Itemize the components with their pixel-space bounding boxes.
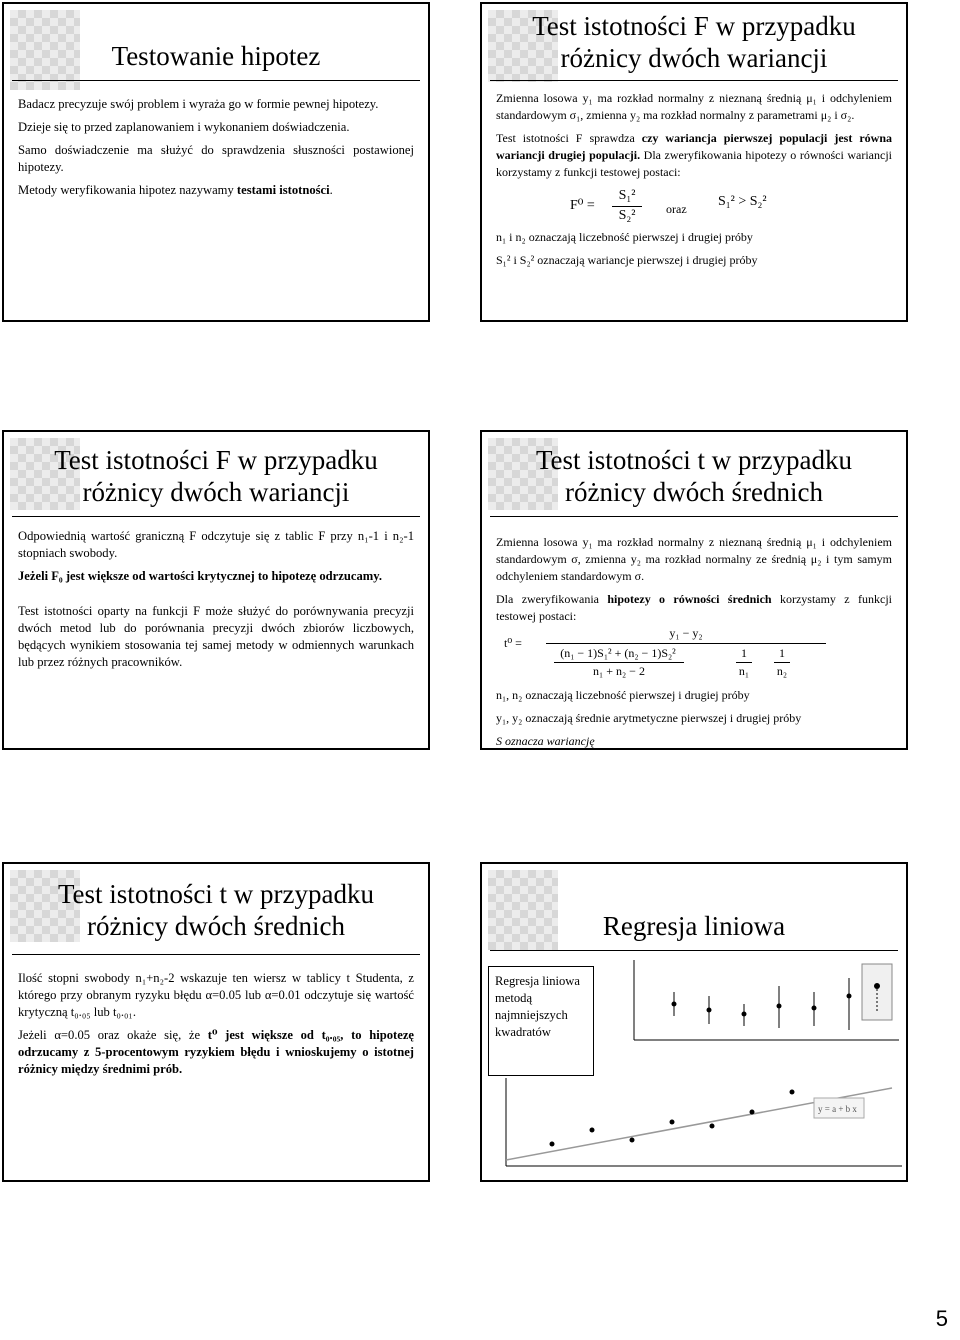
paragraph: Dzieje się to przed zaplanowaniem i wykonaniem doświadczenia. (18, 120, 350, 134)
title-line: Test istotności t w przypadku (535, 445, 853, 475)
text-span: korzystamy z funkcji testowej postaci: (496, 592, 892, 623)
paragraph: n₁, n₂ oznaczają liczebność pierwszej i drugiej próby (496, 688, 750, 702)
highlighted-point (874, 983, 880, 989)
slide-title (4, 444, 428, 508)
slide-title: Testowanie hipotez (111, 41, 321, 71)
bold-term: czy wariancja pierwszej populacji jest równa wariancji drugiej populacji. (496, 131, 892, 162)
paragraph (496, 591, 892, 625)
formula-part: 1 (779, 646, 785, 660)
bold-term: t⁰ jest większe od t₀.₀₅, to hipotezę odrzucamy z 5-procentowym ryzykiem błędu i wnioskujemy o istotnej różnicy między średnimi prób. (18, 1028, 414, 1076)
text-span: Jeżeli α=0.05 oraz okaże się, że (18, 1028, 208, 1042)
title-divider (12, 954, 420, 955)
slide-test-f-1 (480, 2, 908, 322)
title-divider (12, 516, 420, 517)
t-formula (496, 626, 892, 681)
paragraph: Test istotności oparty na funkcji F może służyć do porównywania precyzji dwóch metod lub do porównania precyzji dwóch zbiorów liczbowych, będących wynikiem stosowania tej samej metody w odmiennych warunkach lub przez różnych pracowników. (18, 604, 414, 669)
paragraph: Zmienna losowa y₁ ma rozkład normalny z nieznaną średnią μ₁ i odchyleniem standardowym σ₁, zmienna y₂ ma rozkład normalny z parametrami μ₂ i σ₂. (496, 91, 892, 122)
paragraph: Odpowiednią wartość graniczną F odczytuje się z tablic F przy n₁-1 i n₂-1 stopniach swobody. (18, 529, 414, 560)
data-points (550, 1090, 795, 1147)
text-span: . (329, 183, 333, 197)
paragraph: S₁² i S₂² oznaczają wariancje pierwszej i drugiej próby (496, 253, 758, 267)
paragraph: Zmienna losowa y₁ ma rozkład normalny z nieznaną średnią μ₁ i odchyleniem standardowym σ, zmienna y₂ ma rozkład normalny ze średnią μ₂ i tym samym odchyleniem standardowym σ. (496, 535, 892, 583)
box-text: Regresja liniowa metodą najmniejszych kwadratów (495, 974, 580, 1039)
bold-term: testami istotności (236, 183, 330, 197)
regression-figure-line (482, 1074, 906, 1178)
formula-part: 1 (741, 646, 747, 660)
text-box (488, 966, 594, 1076)
highlight-box (862, 964, 892, 1020)
title-line: Test istotności t w przypadku (57, 879, 375, 909)
fraction-bar (546, 643, 826, 644)
paragraph: Badacz precyzuje swój problem i wyraża go w formie pewnej hipotezy. (18, 97, 379, 111)
paragraph (18, 1027, 414, 1078)
paragraph: Ilość stopni swobody n₁+n₂-2 wskazuje ten wiersz w tablicy t Studenta, z którego przy obranym ryzyku błędu α=0.05 lub α=0.01 odczytuje się wartość krytyczną t₀.₀₅ lub t₀.₀₁. (18, 971, 414, 1019)
text-span: Dla zweryfikowania hipotezy o równości wariancji korzystamy z funkcji testowej postaci: (496, 148, 893, 179)
slide-body (18, 96, 414, 205)
title-divider (490, 950, 898, 951)
slide-test-t-2 (2, 862, 430, 1182)
slide-test-f-2 (2, 430, 430, 750)
slide-body (18, 970, 414, 1084)
formula-denominator: n₁ + n₂ − 2 (593, 664, 645, 678)
title-line: Test istotności F w przypadku (532, 11, 856, 41)
paragraph (496, 130, 892, 181)
slide-title (482, 10, 906, 74)
paragraph: S oznacza wariancję (496, 734, 595, 748)
slide-title (482, 444, 906, 508)
formula-condition: S₁² > S₂² (718, 194, 767, 209)
slide-body (496, 534, 892, 750)
formula-numerator: y₁ − y₂ (669, 626, 703, 640)
title-line: Test istotności F w przypadku (54, 445, 378, 475)
title-divider (490, 80, 898, 81)
title-line: różnicy dwóch wariancji (82, 477, 350, 507)
paragraph: Jeżeli F₀ jest większe od wartości krytycznej to hipotezę odrzucamy. (18, 569, 382, 583)
formula-lhs: F⁰ = (570, 198, 595, 213)
formula-oraz: oraz (666, 202, 687, 216)
text-span: Metody weryfikowania hipotez nazywamy (18, 183, 237, 197)
text-span: Test istotności F sprawdza (496, 131, 642, 145)
slide-title (4, 878, 428, 942)
f-formula (496, 187, 892, 223)
slide-testowanie-hipotez (2, 2, 430, 322)
title-line: różnicy dwóch średnich (565, 477, 823, 507)
formula-part: n₂ (774, 662, 790, 680)
regression-figure-residual (614, 956, 904, 1050)
title-line: różnicy dwóch wariancji (560, 43, 828, 73)
formula-lhs: t⁰ = (504, 636, 522, 650)
slide-body (496, 90, 892, 275)
paragraph: y₁, y₂ oznaczają średnie arytmetyczne pierwszej i drugiej próby (496, 711, 802, 725)
formula-denominator: (n₁ − 1)S₁² + (n₂ − 1)S₂² (560, 646, 676, 660)
formula-numerator: S₁² (618, 188, 636, 203)
title-divider (12, 80, 420, 81)
slide-body (18, 528, 414, 677)
text-span: Dla zweryfikowania (496, 592, 608, 606)
title-divider (490, 516, 898, 517)
paragraph: Samo doświadczenie ma służyć do sprawdzenia słuszności postawionej hipotezy. (18, 143, 414, 174)
paragraph: n₁ i n₂ oznaczają liczebność pierwszej i drugiej próby (496, 230, 753, 244)
title-line: różnicy dwóch średnich (87, 911, 345, 941)
paragraph (18, 182, 414, 199)
page-number: 5 (935, 1306, 948, 1331)
slide-title: Regresja liniowa (602, 911, 786, 941)
bold-term: hipotezy o równości średnich (607, 592, 772, 606)
slide-regresja (480, 862, 908, 1182)
formula-part: n₁ (736, 662, 752, 680)
slide-test-t-1 (480, 430, 908, 750)
formula-denominator: S₂² (612, 206, 642, 224)
fig-equation: y = a + b x (818, 1104, 857, 1114)
